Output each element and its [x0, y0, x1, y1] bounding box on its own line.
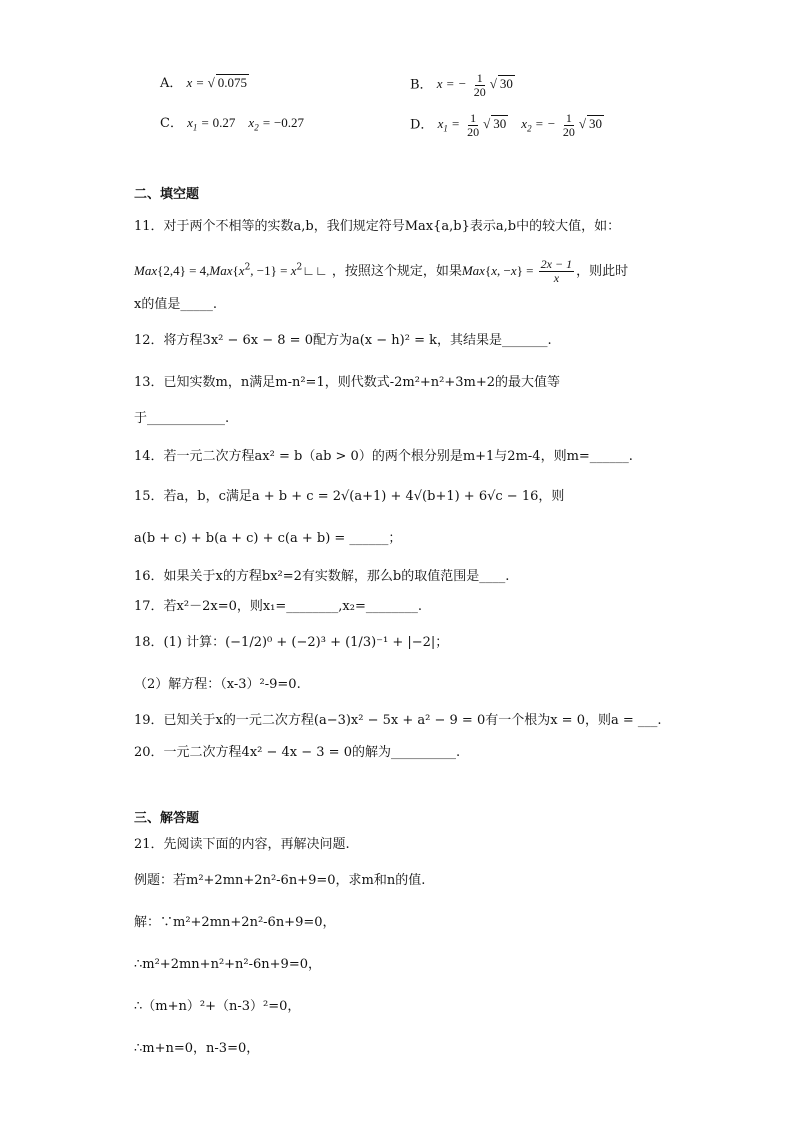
- question-21: 21．先阅读下面的内容，再解决问题.: [134, 837, 350, 852]
- question-15-line2: a(b + c) + b(a + c) + c(a + b) = ______；: [134, 531, 402, 546]
- question-18-part2: （2）解方程：（x-3）²-9=0.: [134, 677, 301, 692]
- question-20: 20．一元二次方程4x² − 4x − 3 = 0的解为__________.: [134, 745, 461, 760]
- option-c-expr: $x_1 = 0.27$ $x_2 = -0.27$: [187, 115, 305, 133]
- option-d-expr: $x_1$ = $\frac{1}{20}$ √ 30 $x_2$ = − $\frac{1}{20}$ √ 30: [437, 111, 602, 139]
- section-answer-title: 三、解答题: [134, 811, 200, 826]
- option-a-expr: x = √ 0.075: [186, 75, 247, 90]
- option-a: [160, 74, 249, 93]
- question-14: 14．若一元二次方程ax² = b（ab > 0）的两个根分别是m+1与2m-4，则m=______.: [134, 449, 633, 464]
- question-17: 17．若x²－2x=0，则x₁=________,x₂=________.: [134, 599, 422, 614]
- solution-step-4: ∴m+n=0，n-3=0，: [134, 1041, 260, 1056]
- section-fill-title: 二、填空题: [134, 187, 200, 202]
- option-d-label: D．: [410, 117, 434, 133]
- question-18-part1: 18．(1) 计算：(−1/2)⁰ + (−2)³ + (1/3)⁻¹ + |−2|；: [134, 635, 449, 650]
- option-d: [410, 112, 604, 139]
- option-b-expr: x = − $\frac{1}{20}$ √ 30: [436, 71, 513, 99]
- question-19: 19．已知关于x的一元二次方程(a−3)x² − 5x + a² − 9 = 0有一个根为x = 0，则a = ___.: [134, 713, 662, 728]
- option-a-label: A．: [160, 76, 183, 91]
- option-b-label: B．: [410, 77, 433, 93]
- example-text: 例题：若m²+2mn+2n²-6n+9=0，求m和n的值.: [134, 873, 426, 888]
- question-11-line2: $Max\{2,4\} = 4,Max\{x^2$, $-1\} = x^2∟∟$ ，按照这个规定，如果Max{x, −x} = $\frac{2x - 1}{x}$ ，则此时: [134, 257, 629, 285]
- question-11-line1: 11．对于两个不相等的实数a,b，我们规定符号Max{a,b}表示a,b中的较大值，如：: [134, 219, 621, 234]
- solution-step-1: 解：∵m²+2mn+2n²-6n+9=0，: [134, 915, 336, 930]
- question-12: 12．将方程3x² − 6x − 8 = 0配方为a(x − h)² = k，其结果是_______.: [134, 333, 552, 348]
- option-c-label: C．: [160, 116, 183, 131]
- question-16: 16．如果关于x的方程bx²=2有实数解，那么b的取值范围是____.: [134, 569, 510, 584]
- question-15-line1: 15．若a，b，c满足a + b + c = 2√(a+1) + 4√(b+1) + 6√c − 16，则: [134, 489, 565, 504]
- solution-step-3: ∴（m+n）²+（n-3）²=0，: [134, 999, 301, 1014]
- question-11-line3: x的值是_____.: [134, 297, 217, 312]
- question-13-line1: 13．已知实数m，n满足m-n²=1，则代数式-2m²+n²+3m+2的最大值等: [134, 375, 561, 390]
- option-c: [160, 114, 304, 137]
- question-13-line2: 于____________.: [134, 411, 230, 426]
- option-b: [410, 72, 515, 99]
- solution-step-2: ∴m²+2mn+n²+n²-6n+9=0，: [134, 957, 321, 972]
